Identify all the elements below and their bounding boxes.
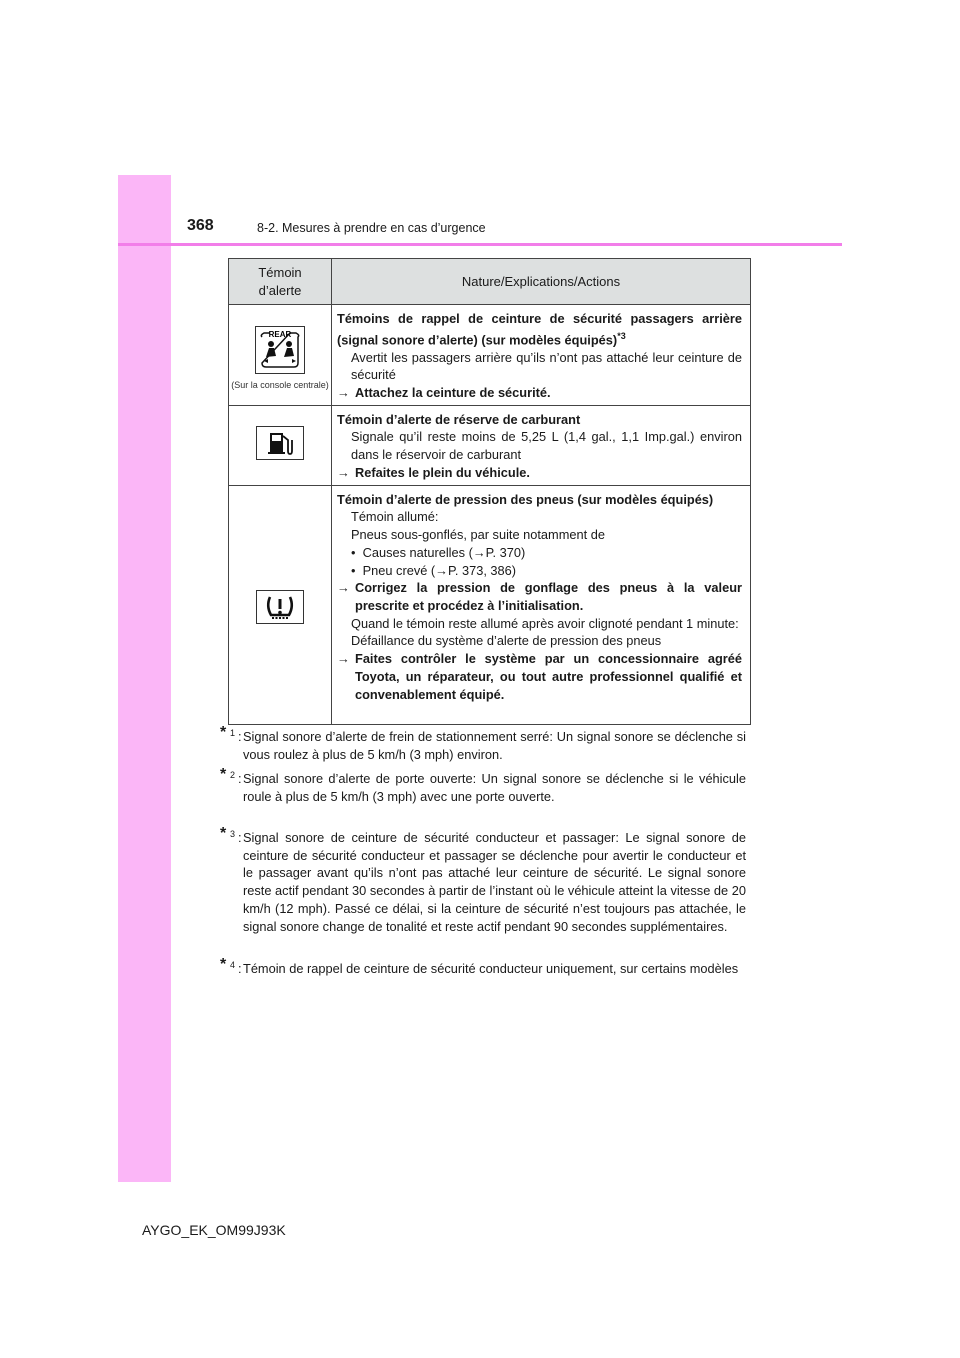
table-row [229, 405, 751, 485]
row-title: Témoins de rappel de ceinture de sécurité passagers arrière (signal sonore d’alerte) (sur modèles équipés) [337, 311, 742, 347]
footnote: * 3 : Signal sonore de ceinture de sécurité conducteur et passager: Le signal sonore de ceinture de sécurité conducteur et passager se déclenche pour avertir le conducteur et le passager avant qu’ils n’ont pas attaché leur ceinture de sécurité. Le signal sonore reste actif pendant 30 secondes à partir de l’instant où le véhicule atteint la vitesse de 20 km/h (12 mph). Passé ce délai, si la ceinture de sécurité n’est toujours pas attachée, le signal sonore change de tonalité et reste actif pendant 90 secondes supplémentaires. [220, 825, 746, 934]
footnote: * 2 : Signal sonore d’alerte de porte ouverte: Un signal sonore se déclenche si le véhicule roule à plus de 5 km/h (3 mph) avec une porte ouverte. [220, 766, 746, 804]
footnote: * 4 : Témoin de rappel de ceinture de sécurité conducteur uniquement, sur certains modèles [220, 956, 739, 976]
footnote-ref: *3 [617, 330, 626, 341]
svg-text:REAR: REAR [268, 329, 292, 339]
arrow-icon: → [337, 464, 350, 480]
model-code: AYGO_EK_OM99J93K [142, 1222, 286, 1238]
fuel-pump-icon [256, 426, 304, 460]
table-row [229, 485, 751, 724]
row-text: Avertit les passagers arrière qu’ils n’ont pas attaché leur ceinture de sécurité [351, 349, 742, 383]
chapter-tab [118, 175, 171, 1182]
arrow-icon: → [337, 651, 350, 667]
row-action: Faites contrôler le système par un concessionnaire agréé Toyota, un réparateur, ou tout autre professionnel qualifié et convenablement équipé. [355, 651, 742, 702]
arrow-icon: → [337, 385, 350, 401]
row-text: Signale qu’il reste moins de 5,25 L (1,4 gal., 1,1 Imp.gal.) environ dans le réservoir de carburant [351, 429, 742, 463]
tire-pressure-warning-icon [256, 590, 304, 624]
col-header-light: Témoin d’alerte [229, 259, 332, 305]
row-action: Attachez la ceinture de sécurité. [355, 385, 551, 401]
bullet-item: • Pneu crevé (→P. 373, 386) [351, 562, 517, 578]
warning-lights-table [228, 258, 751, 725]
row-action: Refaites le plein du véhicule. [355, 464, 530, 480]
row-text: Témoin allumé: [351, 509, 439, 525]
header-rule [118, 243, 842, 246]
arrow-icon: → [337, 580, 350, 596]
table-row [229, 305, 751, 406]
row-title: Témoin d’alerte de réserve de carburant [337, 411, 581, 427]
footnote: * 1 : Signal sonore d’alerte de frein de stationnement serré: Un signal sonore se déclenche si vous roulez à plus de 5 km/h (3 mph) environ. [220, 724, 746, 762]
icon-caption: (Sur la console centrale) [231, 380, 329, 391]
bullet-item: • Causes naturelles (→P. 370) [351, 544, 526, 560]
section-title: 8-2. Mesures à prendre en cas d’urgence [257, 221, 486, 235]
page-number: 368 [187, 217, 214, 234]
row-text: Quand le témoin reste allumé après avoir clignoté pendant 1 minute: [351, 615, 739, 631]
row-text: Pneus sous-gonflés, par suite notamment de [351, 527, 605, 543]
row-action: Corrigez la pression de gonflage des pneus à la valeur prescrite et procédez à l’initialisation. [355, 580, 742, 613]
row-title: Témoin d’alerte de pression des pneus (sur modèles équipés) [337, 491, 714, 507]
row-text: Défaillance du système d’alerte de pression des pneus [351, 633, 662, 649]
col-header-description: Nature/Explications/Actions [332, 259, 751, 305]
rear-seatbelt-reminder-icon [255, 326, 305, 374]
